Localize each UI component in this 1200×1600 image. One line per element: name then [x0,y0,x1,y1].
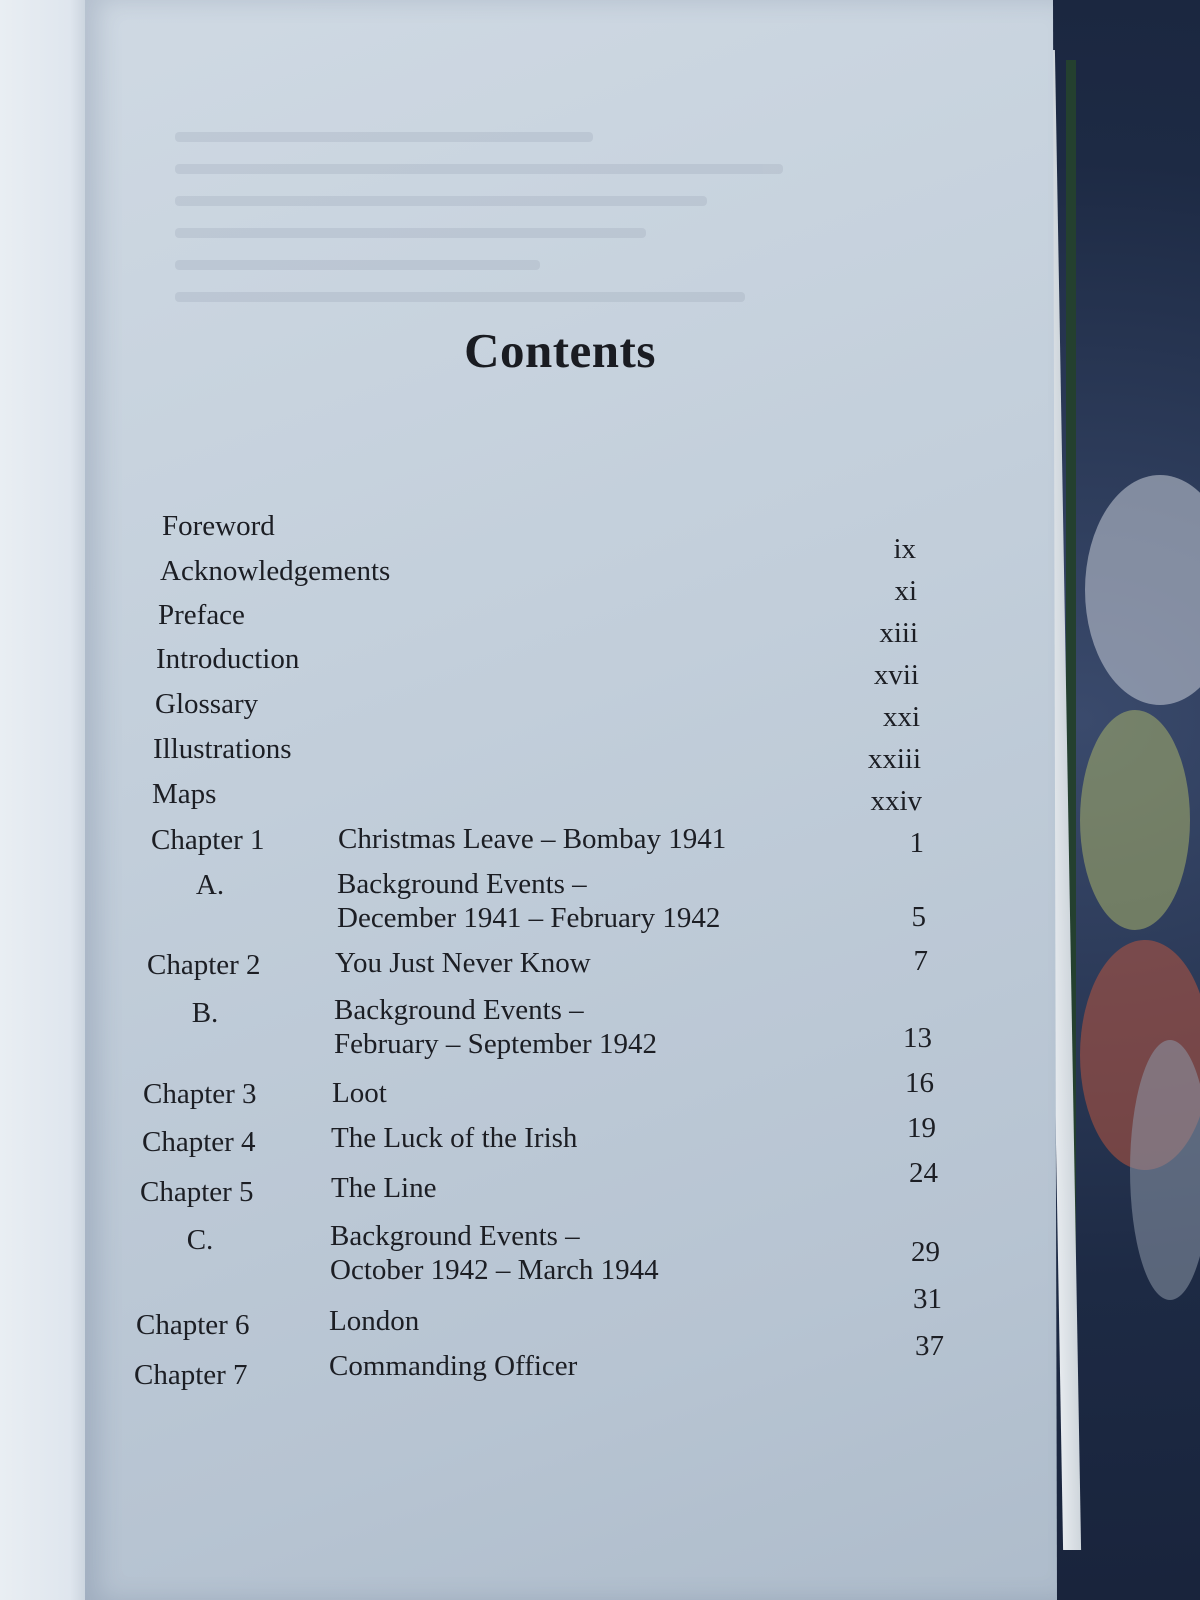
toc-title-line: Loot [332,1077,387,1109]
toc-entry-title [337,867,720,935]
toc-entry-label: Chapter 4 [142,1126,256,1158]
toc-entry-title [330,1219,659,1287]
toc-page-number: xi [894,575,917,607]
toc-entry-label: Maps [152,778,217,810]
toc-entry-label: Glossary [155,688,259,720]
toc-page-number: xvii [873,659,919,691]
toc-page-number: 13 [903,1022,932,1054]
toc-title-line: You Just Never Know [335,947,591,979]
toc-title-line: Background Events – [337,868,587,900]
toc-entry-label: Foreword [162,510,275,542]
toc-entry-title [332,1076,387,1110]
toc-title-line: Commanding Officer [329,1350,578,1382]
toc-title-line: October 1942 – March 1944 [330,1254,659,1286]
toc-page-number: xxi [882,701,920,733]
toc-title-line: Christmas Leave – Bombay 1941 [338,823,727,855]
toc-entry-label: A. [195,869,225,901]
toc-entry-label: Acknowledgements [160,555,391,587]
toc-entry-title [329,1349,577,1383]
toc-page-number: xxiii [867,743,921,775]
toc-entry-label: Chapter 5 [140,1176,254,1208]
toc-entry-title [331,1171,436,1205]
toc-page-number: 24 [909,1157,938,1189]
toc-page-number: 7 [913,945,928,977]
toc-page-number: 1 [909,827,924,859]
toc-title-line: Background Events – [330,1220,580,1252]
toc-entry-label: Chapter 3 [143,1078,257,1110]
toc-page-number: 16 [905,1067,934,1099]
toc-title-line: February – September 1942 [334,1028,657,1060]
toc-entry-label: Chapter 2 [147,949,261,981]
toc-entry-label: C. [186,1224,214,1256]
toc-title-line: December 1941 – February 1942 [337,902,721,934]
toc-title-line: The Luck of the Irish [331,1122,578,1154]
toc-entry-title [329,1304,419,1338]
toc-page-number: ix [893,533,916,565]
page-title: Contents [464,323,656,378]
toc-page-number: 31 [913,1283,942,1315]
toc-page-number: 29 [911,1236,940,1268]
toc-page-number: 37 [915,1330,944,1362]
toc-entry-label: B. [191,997,219,1029]
toc-page-number: 19 [907,1112,936,1144]
toc-title-line: The Line [331,1172,437,1204]
toc-entry-title [331,1121,577,1155]
toc-entry-label: Illustrations [153,733,292,765]
toc-entry-label: Preface [158,599,245,631]
toc-page-number: 5 [911,901,926,933]
toc-page-number: xiii [879,617,918,649]
toc-entry-title [335,946,591,980]
toc-entry-title [338,822,726,856]
toc-entry-label: Chapter 7 [134,1359,248,1391]
toc-entry-label: Introduction [156,643,300,675]
toc-entry-label: Chapter 1 [151,824,265,856]
toc-title-line: Background Events – [334,994,584,1026]
toc-page-number: xxiv [870,785,922,817]
toc-entry-label: Chapter 6 [136,1309,250,1341]
toc-entry-title [334,993,657,1061]
toc-title-line: London [329,1305,420,1337]
